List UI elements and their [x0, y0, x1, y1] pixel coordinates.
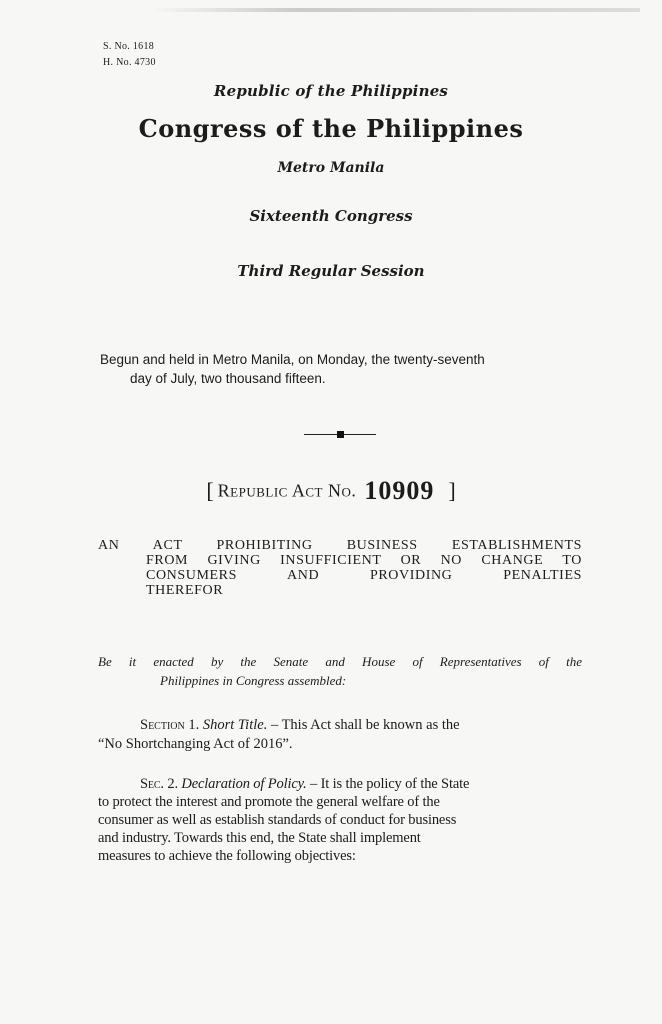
republic-act-label: Republic Act No. — [217, 480, 357, 501]
republic-act-number — [0, 476, 662, 506]
section-divider — [304, 428, 376, 440]
act-title-line: FROM GIVING INSUFFICIENT OR NO CHANGE TO — [146, 553, 582, 568]
session-heading: Third Regular Session — [237, 262, 425, 280]
section-1-text: – This Act shall be known as the — [267, 717, 460, 733]
republic-act-num: 10909 — [364, 476, 435, 505]
begun-statement — [100, 350, 590, 388]
act-title-line: THEREFOR — [146, 583, 224, 598]
act-title — [98, 538, 582, 598]
congress-number-heading: Sixteenth Congress — [249, 207, 413, 225]
republic-heading: Republic of the Philippines — [213, 82, 449, 100]
section-2-line: and industry. Towards this end, the State shall implement — [98, 830, 421, 846]
congress-heading: Congress of the Philippines — [138, 114, 524, 143]
open-bracket: [ — [206, 478, 214, 503]
enacting-clause — [98, 652, 582, 690]
section-1 — [98, 716, 582, 754]
section-2-text: – It is the policy of the State — [306, 776, 470, 792]
divider-square — [337, 431, 344, 438]
section-1-heading: Short Title. — [202, 717, 268, 733]
section-2-line: to protect the interest and promote the general welfare of the — [98, 794, 440, 810]
begun-line-1: Begun and held in Metro Manila, on Monday, the twenty-seventh — [100, 352, 485, 367]
act-title-line: AN ACT PROHIBITING BUSINESS ESTABLISHMENTS — [98, 538, 582, 553]
section-2 — [98, 775, 582, 865]
section-2-line: measures to achieve the following objectives: — [98, 848, 356, 864]
begun-line-2: day of July, two thousand fifteen. — [130, 371, 326, 386]
close-bracket: ] — [448, 478, 456, 503]
house-bill-number: H. No. 4730 — [103, 57, 156, 68]
section-2-label: Sec. 2. — [140, 776, 178, 792]
section-2-heading: Declaration of Policy. — [181, 776, 307, 792]
scan-edge-shadow — [150, 8, 640, 12]
act-title-line: CONSUMERS AND PROVIDING PENALTIES — [146, 568, 582, 583]
senate-bill-number: S. No. 1618 — [103, 41, 155, 52]
bill-numbers — [103, 39, 156, 71]
section-1-line-2: “No Shortchanging Act of 2016”. — [98, 736, 293, 752]
section-2-line: consumer as well as establish standards of conduct for business — [98, 812, 457, 828]
location-heading: Metro Manila — [277, 160, 385, 176]
enacting-line-2: Philippines in Congress assembled: — [160, 673, 347, 688]
enacting-line-1: Be it enacted by the Senate and House of Representatives of the — [98, 654, 582, 669]
section-1-label: Section 1. — [140, 717, 200, 733]
